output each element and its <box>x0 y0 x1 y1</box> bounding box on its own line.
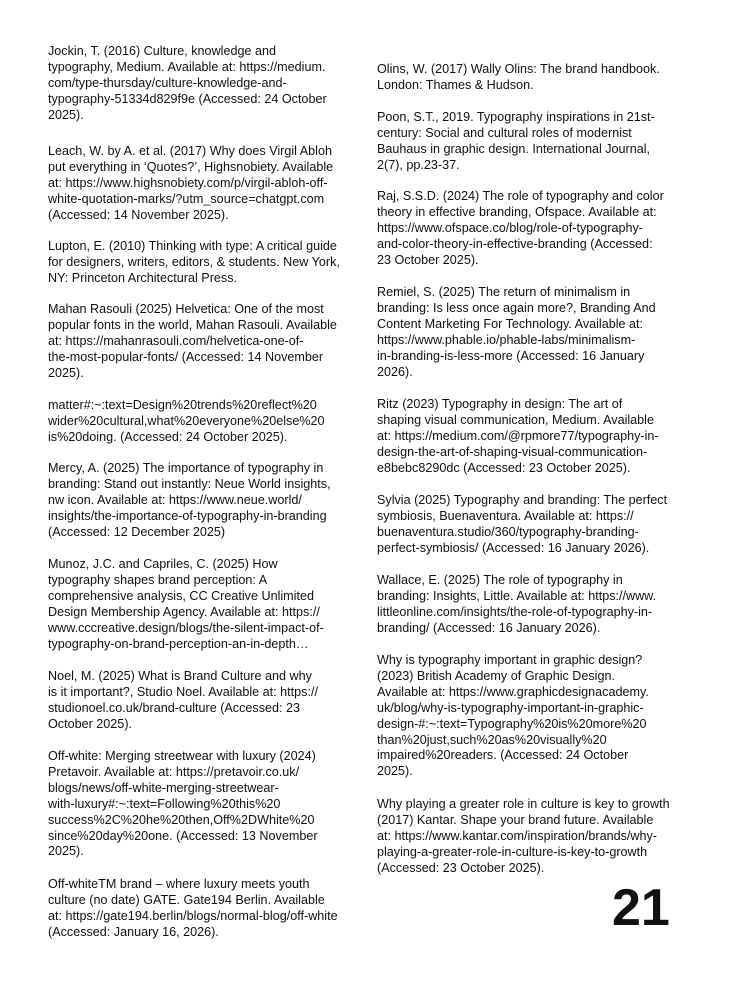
reference-entry: Poon, S.T., 2019. Typography inspirations in 21st- century: Social and cultural roles of modernist Bauhaus in graphic design. International Journal, 2(7), pp.23-37. <box>377 110 655 172</box>
reference-entry: Mahan Rasouli (2025) Helvetica: One of the most popular fonts in the world, Mahan Rasouli. Available at: https://mahanrasouli.com/helvetica-one-of- the-most-popular-fonts/ (Accessed: 14 November 2025). <box>48 302 337 380</box>
reference-entry: Raj, S.S.D. (2024) The role of typography and color theory in effective branding, Ofspace. Available at: https://www.ofspace.co/blog/role-of-typography- and-color-theory-in-effective-branding (Accessed: 23 October 2025). <box>377 189 664 267</box>
reference-entry: Wallace, E. (2025) The role of typography in branding: Insights, Little. Available at: https://www. littleonline.com/insights/the-role-of-typography-in- branding/ (Accessed: 16 January 2026). <box>377 573 657 635</box>
reference-entry: Remiel, S. (2025) The return of minimalism in branding: Is less once again more?, Branding And Content Marketing For Technology. Available at: https://www.phable.io/phable-labs/minimalism- in-branding-is-less-more (Accessed: 16 January 2026). <box>377 285 656 379</box>
reference-entry: matter#:~:text=Design%20trends%20reflect%20 wider%20cultural,what%20everyone%20else%20 is%20doing. (Accessed: 24 October 2025). <box>48 398 325 444</box>
page-number: 21 <box>612 879 670 937</box>
reference-entry: Mercy, A. (2025) The importance of typography in branding: Stand out instantly: Neue World insights, nw icon. Available at: https://www.neue.world/ insights/the-importance-of-typography-in-branding (Accessed: 12 December 2025) <box>48 461 331 539</box>
reference-entry: Ritz (2023) Typography in design: The art of shaping visual communication, Medium. Available at: https://medium.com/@rpmore77/typography-in- design-the-art-of-shaping-visual-communication- e8bebc8290dc (Accessed: 23 October 2025). <box>377 397 659 475</box>
reference-entry: Leach, W. by A. et al. (2017) Why does Virgil Abloh put everything in ‘Quotes?’, Highsnobiety. Available at: https://www.highsnobiety.com/p/virgil-abloh-off- white-quotation-marks/?utm_source=chatgpt.com (Accessed: 14 November 2025). <box>48 144 334 222</box>
reference-entry: Why playing a greater role in culture is key to growth (2017) Kantar. Shape your brand future. Available at: https://www.kantar.com/inspiration/brands/why- playing-a-greater-role-in-culture-is-key-to-growth (Accessed: 23 October 2025). <box>377 797 670 875</box>
reference-entry: Noel, M. (2025) What is Brand Culture and why is it important?, Studio Noel. Available at: https:// studionoel.co.uk/brand-culture (Accessed: 23 October 2025). <box>48 669 318 731</box>
reference-entry: Off-white: Merging streetwear with luxury (2024) Pretavoir. Available at: https://pretavoir.co.uk/ blogs/news/off-white-merging-streetwear- with-luxury#:~:text=Following%20this%20 success%2C%20he%20then,Off%2DWhite%20 since%20day%20one. (Accessed: 13 November 2025). <box>48 749 318 859</box>
reference-entry: Lupton, E. (2010) Thinking with type: A critical guide for designers, writers, editors, & students. New York, NY: Princeton Architectural Press. <box>48 239 340 285</box>
reference-entry: Jockin, T. (2016) Culture, knowledge and typography, Medium. Available at: https://medium. com/type-thursday/culture-knowledge-and- typography-51334d829f9e (Accessed: 24 October 2025). <box>48 44 327 122</box>
reference-entry: Sylvia (2025) Typography and branding: The perfect symbiosis, Buenaventura. Available at: https:// buenaventura.studio/360/typography-branding- perfect-symbiosis/ (Accessed: 16 January 2026). <box>377 493 668 555</box>
reference-entry: Why is typography important in graphic design? (2023) British Academy of Graphic Design. Available at: https://www.graphicdesignacademy. uk/blog/why-is-typography-important-in-graphic- design-#:~:text=Typography%20is%20more%20 than%20just,such%20as%20visually%20 impaired%20readers. (Accessed: 24 October 2025). <box>377 653 649 779</box>
reference-entry: Munoz, J.C. and Capriles, C. (2025) How typography shapes brand perception: A comprehensive analysis, CC Creative Unlimited Design Membership Agency. Available at: https:// www.cccreative.design/blogs/the-silent-impact-of- typography-on-brand-perception-an-in-depth… <box>48 557 324 651</box>
reference-entry: Off-whiteTM brand – where luxury meets youth culture (no date) GATE. Gate194 Berlin. Available at: https://gate194.berlin/blogs/normal-blog/off-white (Accessed: January 16, 2026). <box>48 877 338 939</box>
reference-entry: Olins, W. (2017) Wally Olins: The brand handbook. London: Thames & Hudson. <box>377 62 660 92</box>
